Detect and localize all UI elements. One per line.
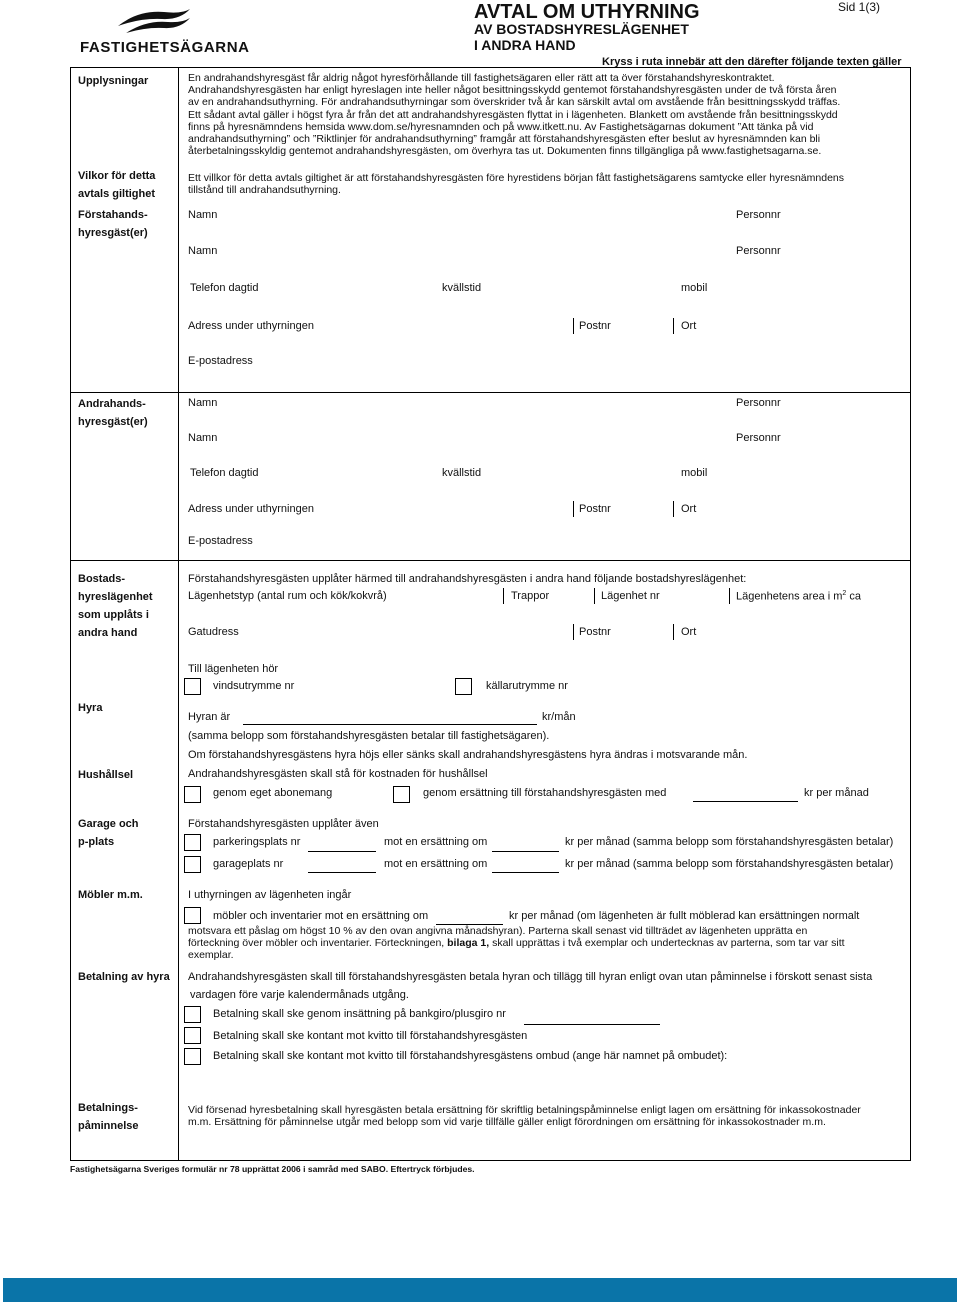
ersattning-el-checkbox[interactable] — [393, 786, 410, 803]
section-garage — [78, 815, 174, 851]
section-bostad — [78, 570, 174, 642]
info-line: Ett sådant avtal gäller i högst fyra år från det att andrahandshyresgästen flyttat in i lägenheten. Blankett om avstående från besittningsskydd — [188, 108, 838, 121]
andra-namn-2[interactable]: Namn — [188, 432, 218, 444]
mobler-line: motsvara ett påslag om högst 10 % av den ovan angivna månadshyran). Parterna skall senast vid tillträdet av lägenheten upprätta en — [188, 925, 808, 937]
garage-intro: Förstahandshyresgästen upplåter även — [188, 818, 379, 830]
eget-abonnemang-checkbox[interactable] — [184, 786, 201, 803]
section-paminnelse-l1: Betalnings- — [78, 1102, 138, 1114]
info-line: andrahandsuthyrning” och ”Riktlinjer för andrahandsuthyrning” framgår att förstahandshyresgästen efter beslut av hyresnämnden kan bli — [188, 133, 821, 146]
column-divider — [178, 67, 179, 1161]
forsta-postnr[interactable]: Postnr — [579, 320, 611, 332]
section-paminnelse — [78, 1099, 174, 1135]
forsta-telefon[interactable]: Telefon dagtid — [190, 282, 259, 294]
bostad-ort[interactable]: Ort — [681, 626, 697, 638]
vindsutrymme-checkbox[interactable] — [184, 678, 201, 695]
andra-mobil[interactable]: mobil — [681, 467, 708, 479]
paminnelse-line: m.m. Ersättning för påminnelse utgår med belopp som vid varje tillfälle gäller enligt förordningen om ersättning för inkassokostnader m.m. — [188, 1116, 826, 1129]
andra-kvallstid[interactable]: kvällstid — [442, 467, 482, 479]
section-forstahand-l2: hyresgäst(er) — [78, 227, 148, 239]
mobler-label-rest: kr per månad (om lägenheten är fullt möblerad kan ersättningen normalt — [509, 910, 860, 922]
garage-kr: kr per månad (samma belopp som förstahandshyresgästen betalar) — [565, 858, 894, 870]
section-villkor-l1: Vilkor för detta — [78, 170, 156, 182]
parkering-belopp-line[interactable] — [492, 851, 559, 852]
andra-ort[interactable]: Ort — [681, 503, 697, 515]
mobler-line3c: skall upprättas i två exemplar och undertecknas av parterna, som tar var sitt — [489, 937, 845, 950]
bostad-lagenhetstyp[interactable]: Lägenhetstyp (antal rum och kök/kokvrå) — [188, 590, 387, 602]
info-line: finns på hyresnämndens hemsida www.dom.se/hyresnamnden och på www.itkett.nu. Av Fastighetsägarnas dokument ”Att tänka på vid — [188, 120, 814, 133]
forsta-namn-1[interactable]: Namn — [188, 209, 218, 221]
parkering-mot: mot en ersättning om — [384, 836, 488, 848]
paminnelse-text — [188, 1104, 903, 1128]
parkeringsplats-checkbox[interactable] — [184, 834, 201, 851]
field-divider — [573, 318, 574, 334]
garageplats-label: garageplats nr — [213, 858, 284, 870]
hyra-kr-man: kr/mån — [542, 711, 576, 723]
info-line: En andrahandshyresgäst får aldrig något hyresförhållande till fastighetsägaren eller rätt att ta över förstahandshyreskontraktet. — [188, 72, 775, 84]
villkor-line: Ett villkor för detta avtals giltighet är att förstahandshyresgästen före hyrestidens början fått fastighetsägarens samtycke eller hyresnämndens — [188, 172, 845, 184]
field-divider — [673, 501, 674, 517]
betalning-line1: Andrahandshyresgästen skall till förstahandshyresgästen betala hyran och tillägg till hyran enligt ovan utan påminnelse i förskott senast sista — [188, 971, 873, 983]
section-andrahand — [78, 395, 174, 431]
hyra-om: Om förstahandshyresgästens hyra höjs eller sänks skall andrahandshyresgästens hyra ändras i motsvarande mån. — [188, 749, 748, 761]
bostad-intro: Förstahandshyresgästen upplåter härmed till andrahandshyresgästen i andra hand följande bostadshyreslägenhet: — [188, 573, 747, 585]
hyra-samma: (samma belopp som förstahandshyresgästen betalar till fastighetsägaren). — [188, 730, 550, 742]
section-paminnelse-l2: påminnelse — [78, 1120, 139, 1132]
section-betalning: Betalning av hyra — [78, 971, 170, 983]
ombud-checkbox[interactable] — [184, 1048, 201, 1065]
kallarutrymme-label: källarutrymme nr — [486, 680, 568, 692]
bostad-postnr[interactable]: Postnr — [579, 626, 611, 638]
parkering-nr-line[interactable] — [308, 851, 376, 852]
andra-adress[interactable]: Adress under uthyrningen — [188, 503, 314, 515]
info-line: av en andrahandsuthyrning. För andrahandsuthyrningar som överskrider två år kan särskilt avtal om avstående från besittningsskydd träffas. — [188, 96, 841, 109]
section-bostad-l3: som upplåts i — [78, 609, 149, 621]
mobler-line3a: förteckning över möbler och inventarier. Förteckningen, — [188, 937, 448, 950]
doc-title: AVTAL OM UTHYRNING — [474, 1, 700, 23]
footer-text: Fastighetsägarna Sveriges formulär nr 78 upprättat 2006 i samråd med SABO. Eftertryck förbjudes. — [70, 1164, 475, 1174]
garageplats-checkbox[interactable] — [184, 856, 201, 873]
mobler-label: möbler och inventarier mot en ersättning om — [213, 910, 429, 922]
forsta-namn-2[interactable]: Namn — [188, 245, 218, 257]
mobler-intro: I uthyrningen av lägenheten ingår — [188, 889, 352, 901]
andra-personnr-2[interactable]: Personnr — [736, 432, 781, 444]
checkbox-note: Kryss i ruta innebär att den därefter följande texten gäller — [602, 56, 902, 68]
section-hyra: Hyra — [78, 702, 103, 714]
section-bostad-l2: hyreslägenhet — [78, 591, 153, 603]
bostad-trappor[interactable]: Trappor — [511, 590, 550, 602]
bankgiro-checkbox[interactable] — [184, 1006, 201, 1023]
bankgiro-line[interactable] — [524, 1024, 660, 1025]
parkering-kr: kr per månad (samma belopp som förstahandshyresgästen betalar) — [565, 836, 894, 848]
garage-belopp-line[interactable] — [492, 872, 559, 873]
field-divider — [503, 588, 504, 604]
el-belopp-line[interactable] — [693, 801, 798, 802]
forsta-adress[interactable]: Adress under uthyrningen — [188, 320, 314, 332]
bostad-area-sup: 2 — [842, 590, 847, 597]
section-garage-l2: p-plats — [78, 836, 115, 848]
upplysningar-text — [188, 72, 903, 157]
villkor-line: tillstånd till andrahandsuthyrning. — [188, 184, 341, 197]
mobler-line — [188, 937, 903, 949]
mobler-text — [188, 925, 903, 962]
field-divider — [573, 501, 574, 517]
section-upplysningar: Upplysningar — [78, 75, 149, 87]
bostad-gatudress[interactable]: Gatudress — [188, 626, 239, 638]
andra-namn-1[interactable]: Namn — [188, 397, 218, 409]
paminnelse-line: Vid försenad hyresbetalning skall hyresgästen betala ersättning för skriftlig betalningspåminnelse enligt lagen om ersättning för inkassokostnader — [188, 1104, 861, 1116]
forsta-epost[interactable]: E-postadress — [188, 355, 253, 367]
forsta-mobil[interactable]: mobil — [681, 282, 708, 294]
ersattning-el-label: genom ersättning till förstahandshyresgästen med — [423, 787, 667, 799]
forsta-ort[interactable]: Ort — [681, 320, 697, 332]
bostad-area[interactable] — [736, 590, 861, 603]
forsta-personnr-1[interactable]: Personnr — [736, 209, 781, 221]
parkeringsplats-label: parkeringsplats nr — [213, 836, 301, 848]
field-divider — [673, 624, 674, 640]
andra-epost[interactable]: E-postadress — [188, 535, 253, 547]
andra-personnr-1[interactable]: Personnr — [736, 397, 781, 409]
ombud-label: Betalning skall ske kontant mot kvitto till förstahandshyresgästens ombud (ange här namnet på ombudet): — [213, 1050, 728, 1062]
section-divider — [70, 560, 911, 561]
betalning-line2: vardagen före varje kalendermånads utgång. — [190, 989, 409, 1001]
section-forstahand-l1: Förstahands- — [78, 209, 148, 221]
mobler-checkbox[interactable] — [184, 907, 201, 924]
logo-text: FASTIGHETSÄGARNA — [80, 39, 250, 56]
bostad-lagenhet-nr[interactable]: Lägenhet nr — [601, 590, 660, 602]
page-number: Sid 1(3) — [838, 0, 881, 14]
section-hushallsel: Hushållsel — [78, 769, 134, 781]
logo — [80, 6, 250, 56]
andra-telefon[interactable]: Telefon dagtid — [190, 467, 259, 479]
doc-subtitle-2: I ANDRA HAND — [474, 37, 576, 53]
section-villkor-l2: avtals giltighet — [78, 188, 156, 200]
field-divider — [673, 318, 674, 334]
brand-bar — [3, 1278, 957, 1302]
mobler-bilaga: bilaga 1, — [447, 937, 490, 950]
kontant-checkbox[interactable] — [184, 1027, 201, 1044]
field-divider — [573, 624, 574, 640]
kontant-label: Betalning skall ske kontant mot kvitto till förstahandshyresgästen — [213, 1030, 528, 1042]
section-forstahand — [78, 206, 174, 242]
el-kr-per-manad: kr per månad — [804, 787, 869, 799]
doc-subtitle-1: AV BOSTADSHYRESLÄGENHET — [474, 21, 689, 37]
bostad-till-lagenheten: Till lägenheten hör — [188, 663, 279, 675]
hyra-input-line[interactable] — [243, 724, 537, 725]
field-divider — [594, 588, 595, 604]
forsta-kvallstid[interactable]: kvällstid — [442, 282, 482, 294]
mobler-line: exemplar. — [188, 949, 234, 962]
bankgiro-label: Betalning skall ske genom insättning på bankgiro/plusgiro nr — [213, 1008, 506, 1020]
forsta-personnr-2[interactable]: Personnr — [736, 245, 781, 257]
section-bostad-l1: Bostads- — [78, 573, 126, 585]
garage-nr-line[interactable] — [308, 872, 376, 873]
info-line: återbetalningsskyldig gentemot andrahandshyresgästen, om överhyra tas ut. Dokumenten finns tillgängliga på www.fastighetsagarna.se. — [188, 145, 822, 158]
section-andrahand-l2: hyresgäst(er) — [78, 416, 148, 428]
bostad-area-ca: ca — [849, 590, 862, 603]
section-garage-l1: Garage och — [78, 818, 139, 830]
eget-abonnemang-label: genom eget abonemang — [213, 787, 333, 799]
section-andrahand-l1: Andrahands- — [78, 398, 146, 410]
field-divider — [729, 588, 730, 604]
section-mobler: Möbler m.m. — [78, 889, 143, 901]
section-divider — [70, 392, 911, 393]
vindsutrymme-label: vindsutrymme nr — [213, 680, 295, 692]
section-bostad-l4: andra hand — [78, 627, 138, 639]
villkor-text — [188, 172, 903, 196]
info-line: Andrahandshyresgästen har enligt hyreslagen inte heller något besittningsskydd gentemot förstahandshyresgästen under de två första åren — [188, 84, 837, 97]
garage-mot: mot en ersättning om — [384, 858, 488, 870]
hyra-label: Hyran är — [188, 711, 231, 723]
kallarutrymme-checkbox[interactable] — [455, 678, 472, 695]
bostad-area-label: Lägenhetens area i m — [736, 590, 843, 603]
andra-postnr[interactable]: Postnr — [579, 503, 611, 515]
hushall-intro: Andrahandshyresgästen skall stå för kostnaden för hushållsel — [188, 768, 488, 780]
logo-waves-icon — [116, 6, 196, 36]
section-villkor — [78, 167, 174, 203]
